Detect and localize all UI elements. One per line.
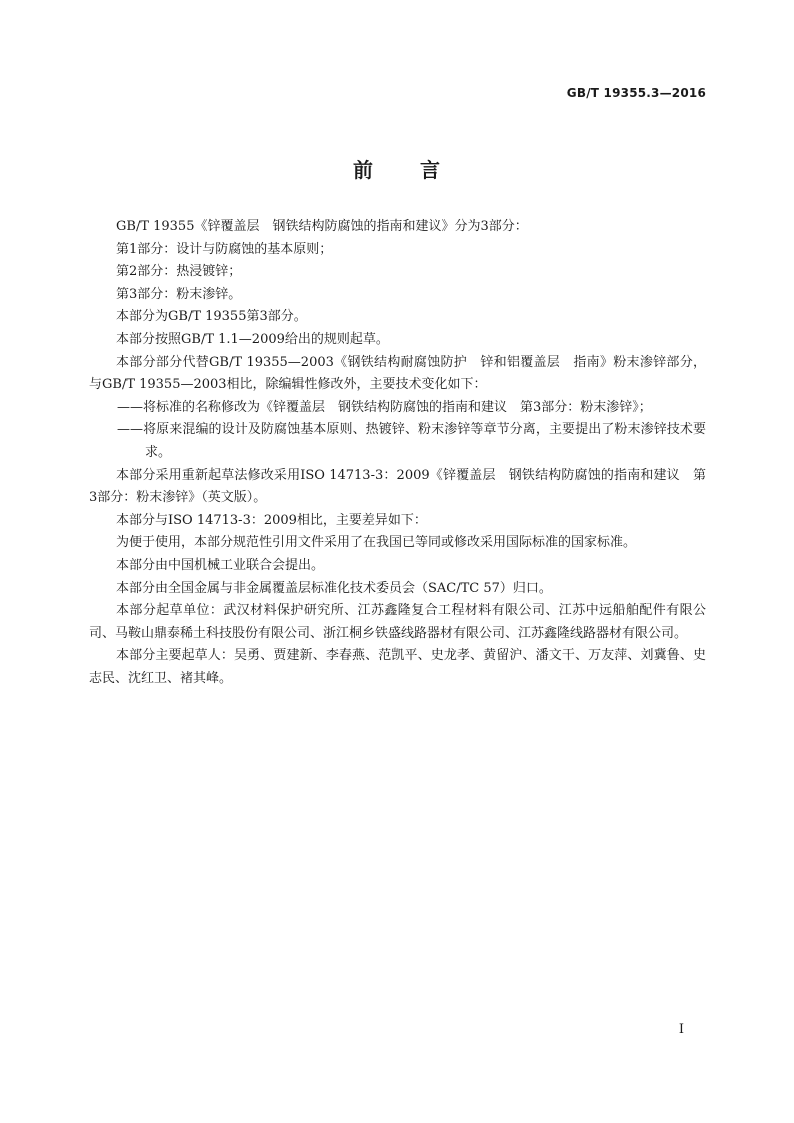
paragraph-replaces: 本部分部分代替GB/T 19355—2003《钢铁结构耐腐蚀防护 锌和铝覆盖层 指南》粉末渗锌部分，与GB/T 19355—2003相比，除编辑性修改外，主要技术变化如下： (89, 354, 706, 393)
paragraph-under-jurisdiction: 本部分由全国金属与非金属覆盖层标准化技术委员会（SAC/TC 57）归口。 (116, 580, 552, 596)
paragraph-proposed-by: 本部分由中国机械工业联合会提出。 (116, 557, 325, 573)
paragraph-normative-refs: 为便于使用，本部分规范性引用文件采用了在我国已等同或修改采用国际标准的国家标准。 (116, 535, 637, 551)
paragraph-drafters: 本部分主要起草人：吴勇、贾建新、李春燕、范凯平、史龙孝、黄留沪、潘文干、万友萍、刘冀鲁、史志民、沈红卫、褚其峰。 (89, 648, 706, 686)
title-char-1: 前 (353, 158, 374, 182)
paragraph-part-3: 第3部分：粉末渗锌。 (116, 286, 242, 302)
paragraph-differences: 本部分与ISO 14713-3：2009相比，主要差异如下： (116, 512, 427, 528)
page-title (0, 154, 794, 183)
paragraph-drafting-units: 本部分起草单位：武汉材料保护研究所、江苏鑫隆复合工程材料有限公司、江苏中远船舶配件有限公司、马鞍山鼎泰稀土科技股份有限公司、浙江桐乡铁盛线路器材有限公司、江苏鑫隆线路器材有限公司。 (89, 603, 706, 641)
paragraph-adoption: 本部分采用重新起草法修改采用ISO 14713-3：2009《锌覆盖层 钢铁结构防腐蚀的指南和建议 第3部分：粉末渗锌》（英文版）。 (89, 467, 706, 506)
paragraph-part-1: 第1部分：设计与防腐蚀的基本原则； (116, 241, 333, 257)
page-number: I (678, 1022, 684, 1037)
paragraph-part-2: 第2部分：热浸镀锌； (116, 264, 242, 280)
change-item-2: ——将原来混编的设计及防腐蚀基本原则、热镀锌、粉末渗锌等章节分离，主要提出了粉末渗锌技术要求。 (117, 422, 706, 460)
title-char-2: 言 (420, 158, 441, 182)
paragraph-parts-intro: GB/T 19355《锌覆盖层 钢铁结构防腐蚀的指南和建议》分为3部分： (116, 219, 528, 234)
standard-code: GB/T 19355.3—2016 (566, 86, 706, 100)
foreword-body (89, 216, 706, 690)
paragraph-drafting-rules: 本部分按照GB/T 1.1—2009给出的规则起草。 (116, 331, 389, 347)
change-item-1: ——将标准的名称修改为《锌覆盖层 钢铁结构防腐蚀的指南和建议 第3部分：粉末渗锌》； (117, 399, 652, 415)
paragraph-this-part: 本部分为GB/T 19355第3部分。 (116, 309, 307, 325)
